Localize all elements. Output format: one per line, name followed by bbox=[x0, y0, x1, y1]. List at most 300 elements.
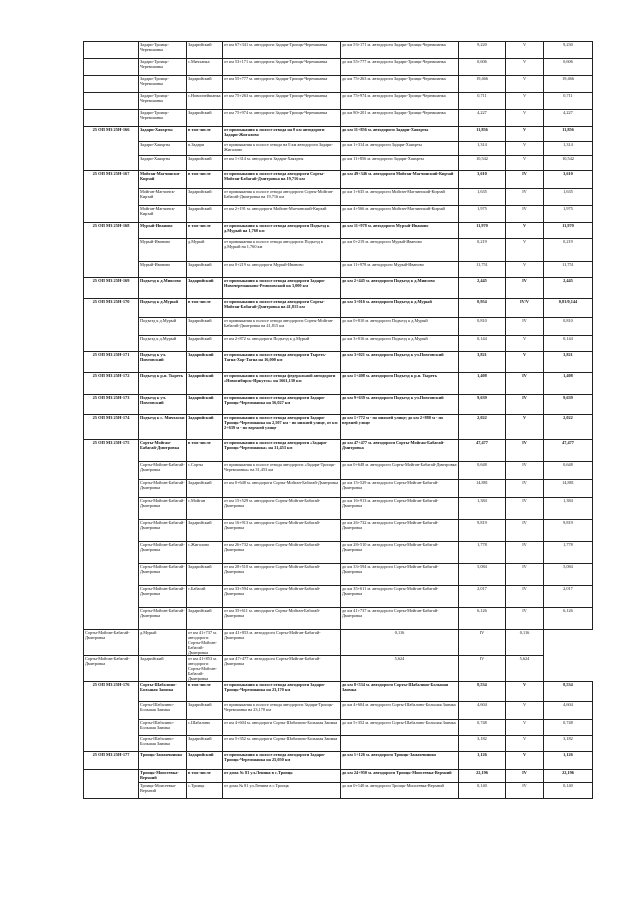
segment-end: до км 0+219 м. автодороги Мурый-Иваново bbox=[341, 239, 459, 262]
road-location: Задарийский bbox=[187, 702, 223, 720]
segment-end: до км 26+732 м. автодороги Сорты-Мойган-Бабагай-Дмитровка bbox=[341, 520, 459, 542]
road-name: Сорты-Мойган-Бабагай-Дмитровка bbox=[139, 480, 187, 498]
table-row bbox=[84, 656, 593, 682]
road-name: Задари-Троицк-Черемшанка bbox=[139, 110, 187, 127]
segment-start: от примыкания к полосе отвода автодороги Задари-Троицк-Черемшанка на 23,170 км bbox=[223, 682, 341, 702]
segment-start: от км 28+510 м. автодороги Сорты-Мойган-Бабагай-Дмитровка bbox=[223, 564, 341, 586]
table-row bbox=[84, 542, 593, 564]
road-name: Подъезд к д.Миясово bbox=[139, 278, 187, 299]
road-location: Задарийский bbox=[187, 752, 223, 770]
segment-end: до км 3+021 м. автодороги Подъезд к уч.Пихтовский bbox=[341, 352, 459, 373]
segment-length: 1,635 bbox=[459, 189, 506, 206]
segment-length: 3,821 bbox=[459, 352, 506, 373]
segment-start: от км 35+611 м. автодороги Сорты-Мойган-Бабагай-Дмитровка bbox=[223, 608, 341, 630]
road-category: IV bbox=[506, 520, 544, 542]
table-row bbox=[84, 415, 593, 440]
segment-end: до км 0+648 м. автодороги Сорты-Мойган-Бабагай-Дмитровка bbox=[341, 462, 459, 480]
table-row bbox=[84, 462, 593, 480]
road-category: V bbox=[506, 262, 544, 278]
total-length: 0,116 bbox=[506, 630, 544, 656]
total-length: 6,126 bbox=[544, 608, 593, 630]
segment-start: от примыкания к полосе отвода автодороги Сорты-Мойган-Бабагай-Дмитровка на 19,716 км bbox=[223, 171, 341, 189]
road-location: Задарийский bbox=[187, 608, 223, 630]
table-row bbox=[84, 440, 593, 462]
road-name: Подъезд к д.Мурый bbox=[139, 299, 187, 318]
road-category: IV bbox=[506, 206, 544, 223]
total-length: 0,219 bbox=[544, 239, 593, 262]
segment-length: 0,748 bbox=[459, 720, 506, 736]
total-length: 0,810 bbox=[544, 318, 593, 336]
segment-end: до км 16+913 м. автодороги Сорты-Мойган-Бабагай-Дмитровка bbox=[341, 498, 459, 520]
document-page bbox=[83, 41, 592, 799]
road-category: V bbox=[506, 59, 544, 76]
table-row bbox=[84, 299, 593, 318]
table-row bbox=[84, 586, 593, 608]
road-location: в том числе bbox=[187, 299, 223, 318]
road-name: Подъезд к с. Мичхаски bbox=[139, 415, 187, 440]
road-name: Подъезд к уч. Пихтовский bbox=[139, 352, 187, 373]
segment-length: 9,819 bbox=[459, 520, 506, 542]
segment-end: до км 9+639 м. автодороги Подъезд к уч.Пихтовский bbox=[341, 395, 459, 415]
road-category: V bbox=[506, 736, 544, 752]
road-name: Сорты-Мойган-Бабагай-Дмитровка bbox=[139, 586, 187, 608]
segment-end: до км 4+566 м. автодороги Мойган-Магчинский-Кирзай bbox=[341, 206, 459, 223]
segment-length: 9,220 bbox=[459, 42, 506, 59]
segment-length: 0,144 bbox=[459, 336, 506, 352]
segment-length: 6,126 bbox=[459, 608, 506, 630]
segment-start: от примыкания к полосе отвода автодороги Задари-Новочерепанково-Ремизовский на 3,000 км bbox=[223, 278, 341, 299]
total-length: 3,182 bbox=[544, 736, 593, 752]
road-id-number: 25 ОП МЗ 25Н-175 bbox=[84, 440, 139, 630]
road-location: в том числе bbox=[187, 223, 223, 239]
segment-length: 0,648 bbox=[459, 462, 506, 480]
segment-length: 0,606 bbox=[459, 59, 506, 76]
segment-end: до км 33+594 м. автодороги Сорты-Мойган-Бабагай-Дмитровка bbox=[341, 564, 459, 586]
segment-length: 0,116 bbox=[341, 630, 459, 656]
segment-end: до км 35+611 м. автодороги Сорты-Мойган-Бабагай-Дмитровка bbox=[341, 586, 459, 608]
segment-length: 4,604 bbox=[459, 702, 506, 720]
road-category: V bbox=[506, 415, 544, 440]
road-name: Подъезд к д.Мурый bbox=[139, 318, 187, 336]
table-row bbox=[84, 76, 593, 93]
road-location: с.Шабалино bbox=[187, 720, 223, 736]
road-name: Сорты-Шабалино-Большая Заимка bbox=[139, 736, 187, 752]
road-name: Подъезд к д.Мурый bbox=[139, 336, 187, 352]
road-id-number: 25 ОП МЗ 25Н-171 bbox=[84, 352, 139, 373]
segment-start: от примыкания к полосе отвода автодороги Подъезд к д.Мурый на 1,760 км bbox=[223, 239, 341, 262]
road-location: с.Жигалово bbox=[187, 542, 223, 564]
road-category: IV bbox=[506, 770, 544, 783]
segment-start: от км 53+171 м. автодороги Задари-Троицк-Черемшанка bbox=[223, 59, 341, 76]
road-name: Мойган-Магчински-Кирзай bbox=[139, 171, 187, 189]
segment-length: 11,970 bbox=[459, 223, 506, 239]
road-name: Сорты-Мойган-Бабагай-Дмитровка bbox=[84, 656, 139, 682]
segment-start: от км 26+732 м. автодороги Сорты-Мойган-Бабагай-Дмитровка bbox=[223, 542, 341, 564]
total-length: 1,778 bbox=[544, 542, 593, 564]
segment-start: от примыкания к полосе отвода на 0 км автодороги Задари-Жигалово bbox=[223, 127, 341, 142]
table-row bbox=[84, 206, 593, 223]
segment-end: до км 11+978 м. автодороги Мурый-Иваново bbox=[341, 223, 459, 239]
road-id-number: 25 ОП МЗ 25Н-172 bbox=[84, 373, 139, 395]
road-id-number bbox=[84, 42, 139, 59]
road-name: Сорты-Шабалино-Большая Заимка bbox=[139, 720, 187, 736]
road-name: Задари-Хаяхрты bbox=[139, 127, 187, 142]
road-name: Сорты-Мойган-Бабагай-Дмитровка bbox=[139, 542, 187, 564]
segment-length: 2,022 bbox=[459, 415, 506, 440]
table-row bbox=[84, 752, 593, 770]
road-name: Сорты-Мойган-Бабагай-Дмитровка bbox=[84, 630, 139, 656]
road-name: Задари-Хаяхрты bbox=[139, 156, 187, 171]
road-id-number: 25 ОП МЗ 25Н-166 bbox=[84, 127, 139, 171]
road-category: IV bbox=[506, 542, 544, 564]
road-id-number bbox=[84, 110, 139, 127]
segment-length: 3,182 bbox=[459, 736, 506, 752]
road-category: V bbox=[506, 93, 544, 110]
table-row bbox=[84, 336, 593, 352]
segment-length: 10,542 bbox=[459, 156, 506, 171]
total-length: 5,084 bbox=[544, 564, 593, 586]
segment-end: до км 0+140 м. автодороги Троицк-Моисеевка-Верхний bbox=[341, 783, 459, 799]
table-row bbox=[84, 142, 593, 156]
road-id-number: 25 ОП МЗ 25Н-167 bbox=[84, 171, 139, 223]
road-name: Мурый-Иваново bbox=[139, 223, 187, 239]
segment-end: до км 5+352 м. автодороги Сорты-Шабалино-Большая Заимка bbox=[341, 720, 459, 736]
table-row bbox=[84, 783, 593, 799]
road-category: V bbox=[506, 76, 544, 93]
road-category: IV bbox=[506, 171, 544, 189]
road-name: Задари-Троицк-Черемшанка bbox=[139, 59, 187, 76]
table-row bbox=[84, 171, 593, 189]
table-row bbox=[84, 42, 593, 59]
total-length: 1,975 bbox=[544, 206, 593, 223]
road-name: Мурый-Иваново bbox=[139, 262, 187, 278]
segment-start: от км 15+529 м. автодороги Сорты-Мойган-Бабагай-Дмитровка bbox=[223, 498, 341, 520]
road-category: V bbox=[506, 127, 544, 142]
segment-start: от км 2+191 м. автодороги Мойган-Магчинский-Кирзай bbox=[223, 206, 341, 223]
segment-length: 5,084 bbox=[459, 564, 506, 586]
total-length: 9,819 bbox=[544, 520, 593, 542]
segment-end: до км 75+974 м. автодороги Задари-Троицк-Черемшанка bbox=[341, 93, 459, 110]
road-id-number: 25 ОП МЗ 25Н-176 bbox=[84, 682, 139, 752]
table-row bbox=[84, 702, 593, 720]
road-location: с.Сорты bbox=[187, 462, 223, 480]
segment-length: 2,445 bbox=[459, 278, 506, 299]
segment-start: от примыкания к полосе отвода автодороги Сорты-Мойган-Бабагай-Дмитровка на 19,716 км bbox=[223, 189, 341, 206]
segment-start: от км 41+853 м. автодороги Сорты-Мойган-Бабагай-Дмитровка bbox=[187, 656, 223, 682]
road-name: Мурый-Иваново bbox=[139, 239, 187, 262]
road-category: V bbox=[506, 142, 544, 156]
total-length: 4,227 bbox=[544, 110, 593, 127]
segment-length: 5,624 bbox=[341, 656, 459, 682]
segment-start: от км 41+737 м. автодороги Сорты-Мойган-Бабагай-Дмитровка bbox=[187, 630, 223, 656]
segment-start: от км 0+648 м. автодороги Сорты-Мойган-Бабагай-Дмитровка bbox=[223, 480, 341, 498]
segment-start: от примыкания к полосе отвода автодороги Сорты-Мойган-Бабагай-Дмитровка на 41,815 км bbox=[223, 318, 341, 336]
road-location: Задарийский bbox=[187, 520, 223, 542]
road-location: в том числе bbox=[187, 770, 223, 783]
total-length: 14,881 bbox=[544, 480, 593, 498]
segment-end: до км 28+510 м. автодороги Сорты-Мойган-Бабагай-Дмитровка bbox=[341, 542, 459, 564]
road-category: IV bbox=[506, 480, 544, 498]
road-category: V bbox=[506, 702, 544, 720]
road-location: с.Троицк bbox=[187, 783, 223, 799]
road-location: Задарийский bbox=[187, 189, 223, 206]
segment-length: 8,534 bbox=[459, 682, 506, 702]
total-length: 8,534 bbox=[544, 682, 593, 702]
segment-start: от км 75+974 м. автодороги Задари-Троицк-Черемшанка bbox=[223, 110, 341, 127]
road-id-number: 25 ОП МЗ 25Н-170 bbox=[84, 299, 139, 352]
road-location: Задарийский bbox=[187, 278, 223, 299]
road-name: Задари-Троицк-Черемшанка bbox=[139, 76, 187, 93]
segment-end: до км 1+635 м. автодороги Мойган-Магчинский-Кирзай bbox=[341, 189, 459, 206]
total-length: 0,144 bbox=[544, 336, 593, 352]
segment-length: 4,227 bbox=[459, 110, 506, 127]
road-location: п.Задари bbox=[187, 142, 223, 156]
segment-length: 1,975 bbox=[459, 206, 506, 223]
segment-start: от примыкания к полосе отвода автодороги Тыреть-Тагна-Хор-Тагна на 16,000 км bbox=[223, 352, 341, 373]
road-category: V bbox=[506, 239, 544, 262]
road-name: Сорты-Мойган-Бабагай-Дмитровка bbox=[139, 462, 187, 480]
table-row bbox=[84, 318, 593, 336]
segment-start: от примыкания к полосе отвода автодороги Подъезд к д.Мурый на 1,760 км bbox=[223, 223, 341, 239]
road-location: Задарийский bbox=[187, 110, 223, 127]
table-row bbox=[84, 395, 593, 415]
segment-end: до км 53+171 м. автодороги Задари-Троицк-Черемшанка bbox=[341, 42, 459, 59]
road-name: Сорты-Мойган-Бабагай-Дмитровка bbox=[139, 498, 187, 520]
segment-start: от дома № 81 ул.Ленина в с.Троицк bbox=[223, 783, 341, 799]
segment-length: 0,711 bbox=[459, 93, 506, 110]
road-location: с.Бабагай bbox=[187, 586, 223, 608]
segment-start: от км 55+777 м. автодороги Задари-Троицк-Черемшанка bbox=[223, 76, 341, 93]
road-location: в том числе bbox=[187, 440, 223, 462]
road-name: Сорты-Мойган-Бабагай-Дмитровка bbox=[139, 564, 187, 586]
road-category: IV bbox=[506, 395, 544, 415]
table-row bbox=[84, 720, 593, 736]
road-category: IV bbox=[506, 608, 544, 630]
segment-end: до км 24+950 м. автодороги Троицк-Моисеевка-Верхний bbox=[341, 770, 459, 783]
road-name: Сорты-Мойган-Бабагай-Дмитровка bbox=[139, 608, 187, 630]
road-id-number: 25 ОП МЗ 25Н-168 bbox=[84, 223, 139, 278]
road-location: с.Мичхаика bbox=[187, 59, 223, 76]
segment-length: 11,856 bbox=[459, 127, 506, 142]
segment-length: 0,954 bbox=[459, 299, 506, 318]
segment-start: от примыкания к полосе отвода автодороги Задари-Троицк-Черемшанка на 2,507 км - по нижней улице, от км 2+639 м - по верхней улице bbox=[223, 415, 341, 440]
segment-end: до км 4+604 м. автодороги Сорты-Шабалино-Большая Заимка bbox=[341, 702, 459, 720]
segment-length: 1,384 bbox=[459, 498, 506, 520]
table-row bbox=[84, 564, 593, 586]
segment-length: 0,810 bbox=[459, 318, 506, 336]
road-name: Троицк-Моисеевка-Верхний bbox=[139, 783, 187, 799]
segment-start: от км 4+604 м. автодороги Сорты-Шабалино-Большая Заимка bbox=[223, 720, 341, 736]
total-length: 5,624 bbox=[506, 656, 544, 682]
total-length: 11,856 bbox=[544, 127, 593, 142]
road-name: Сорты-Шабалино-Большая Заимка bbox=[139, 682, 187, 702]
segment-length: 9,639 bbox=[459, 395, 506, 415]
road-location: в том числе bbox=[187, 682, 223, 702]
road-name: Подъезд к уч. Пихтовский bbox=[139, 395, 187, 415]
road-category: IV bbox=[506, 189, 544, 206]
total-length: 3,610 bbox=[544, 171, 593, 189]
segment-end: до км 3+016 м. автодороги Подъезд к д.Мурый bbox=[341, 336, 459, 352]
segment-length: 47,477 bbox=[459, 440, 506, 462]
total-length: 1,384 bbox=[544, 498, 593, 520]
road-category: IV bbox=[459, 630, 506, 656]
segment-length: 1,126 bbox=[459, 752, 506, 770]
road-category: V bbox=[506, 682, 544, 702]
road-category: IV bbox=[506, 586, 544, 608]
segment-start: от примыкания к полосе отвода на 0 км автодороги Задари-Жигалово bbox=[223, 142, 341, 156]
segment-length: 19,466 bbox=[459, 76, 506, 93]
road-category: IV bbox=[506, 373, 544, 395]
total-length: 22,196 bbox=[544, 770, 593, 783]
segment-end: до км 41+737 м. автодороги Сорты-Мойган-Бабагай-Дмитровка bbox=[341, 608, 459, 630]
road-name: Мойган-Магчинск-Кирзай bbox=[139, 206, 187, 223]
segment-end: до км 11+856 м. автодороги Задари-Хаяхрты bbox=[341, 156, 459, 171]
total-length: 11,751 bbox=[544, 262, 593, 278]
segment-end: до км 11+856 м. автодороги Задари-Хаяхрты bbox=[341, 127, 459, 142]
road-location: Задарийский bbox=[187, 373, 223, 395]
segment-length: 3,610 bbox=[459, 171, 506, 189]
table-row bbox=[84, 262, 593, 278]
segment-length: 14,881 bbox=[459, 480, 506, 498]
table-row bbox=[84, 239, 593, 262]
segment-end: до км 0+810 м. автодороги Подъезд к д.Мурый bbox=[341, 318, 459, 336]
road-location: с.Новоичейшанка bbox=[187, 93, 223, 110]
road-register-table bbox=[83, 41, 593, 799]
segment-end: до км 47+477 м. автодороги Сорты-Мойган-Бабагай-Дмитровка bbox=[223, 656, 341, 682]
road-location: Задарийский bbox=[187, 156, 223, 171]
segment-start: от км 33+594 м. автодороги Сорты-Мойган-Бабагай-Дмитровка bbox=[223, 586, 341, 608]
segment-end: до км 1+408 м. автодороги Подъезд к р.п. Тыреть bbox=[341, 373, 459, 395]
segment-start: от примыкания к полосе отвода автодороги Сорты-Мойган-Бабагай-Дмитровка на 41,815 км bbox=[223, 299, 341, 318]
table-row bbox=[84, 498, 593, 520]
total-length: 1,635 bbox=[544, 189, 593, 206]
segment-end: до км 55+777 м. автодороги Задари-Троицк-Черемшанка bbox=[341, 59, 459, 76]
road-location: Задарийский bbox=[187, 42, 223, 59]
segment-start: от км 67+341 м. автодороги Задари-Троицк-Черемшанка bbox=[223, 42, 341, 59]
road-category: IV bbox=[506, 278, 544, 299]
segment-length: 22,196 bbox=[459, 770, 506, 783]
road-id-number: 25 ОП МЗ 25Н-174 bbox=[84, 415, 139, 440]
total-length: 9,230 bbox=[544, 42, 593, 59]
table-row bbox=[84, 189, 593, 206]
total-length: 10,542 bbox=[544, 156, 593, 171]
total-length: 3,821 bbox=[544, 352, 593, 373]
segment-length: 1,408 bbox=[459, 373, 506, 395]
segment-length: 11,751 bbox=[459, 262, 506, 278]
segment-end bbox=[341, 736, 459, 752]
segment-length: 1,314 bbox=[459, 142, 506, 156]
segment-end: до км 8+534 м. автодороги Сорты-Шабалино-Большая Заимка bbox=[341, 682, 459, 702]
road-location: Задарийский bbox=[187, 564, 223, 586]
segment-start: от дома № 81 ул.Ленина в с.Троицк bbox=[223, 770, 341, 783]
total-length: 1,126 bbox=[544, 752, 593, 770]
table-row bbox=[84, 770, 593, 783]
road-location: Задарийский bbox=[187, 262, 223, 278]
road-id-number bbox=[84, 59, 139, 76]
road-category: V bbox=[506, 720, 544, 736]
road-location: в том числе bbox=[187, 127, 223, 142]
segment-end: до км 3+016 м. автодороги Подъезд к д.Мурый bbox=[341, 299, 459, 318]
segment-start: от примыкания к полосе отвода автодороги Задари-Троицк-Черемшанка на 25,050 км bbox=[223, 752, 341, 770]
table-row bbox=[84, 682, 593, 702]
road-category: IV bbox=[506, 564, 544, 586]
table-row bbox=[84, 93, 593, 110]
table-row bbox=[84, 223, 593, 239]
table-row bbox=[84, 480, 593, 498]
total-length: 2,445 bbox=[544, 278, 593, 299]
road-id-number: 25 ОП МЗ 25Н-173 bbox=[84, 395, 139, 415]
total-length: 0,81/0,144 bbox=[544, 299, 593, 318]
road-category: V bbox=[506, 110, 544, 127]
road-location: Задарийский bbox=[187, 395, 223, 415]
road-location: Задарийский bbox=[187, 76, 223, 93]
road-name: Сорты-Шабалино-Большая Заимка bbox=[139, 702, 187, 720]
segment-end: до км 47+477 м. автодороги Сорты-Мойган-Бабагай-Дмитровка bbox=[341, 440, 459, 462]
road-name: Задари-Хаяхрты bbox=[139, 142, 187, 156]
table-row bbox=[84, 630, 593, 656]
segment-start: от примыкания к полосе отвода автодороги «Задари-Троицк-Черемшанка» на 31,453 км bbox=[223, 462, 341, 480]
segment-start: от км 5+352 м. автодороги Сорты-Шабалино-Большая Заимка bbox=[223, 736, 341, 752]
total-length: 9,639 bbox=[544, 395, 593, 415]
segment-end: до км 41+853 м. автодороги Сорты-Мойган-Бабагай-Дмитровка bbox=[223, 630, 341, 656]
table-row bbox=[84, 520, 593, 542]
road-location: Задарийский bbox=[187, 336, 223, 352]
road-category: IV bbox=[506, 440, 544, 462]
total-length: 1,314 bbox=[544, 142, 593, 156]
segment-length: 1,778 bbox=[459, 542, 506, 564]
segment-length: 0,219 bbox=[459, 239, 506, 262]
segment-end: до км 11+978 м. автодороги Мурый-Иваново bbox=[341, 262, 459, 278]
segment-start: от км 2+872 м. автодороги Подъезд к д.Мурый bbox=[223, 336, 341, 352]
road-name: Подъезд к р.п. Тыреть bbox=[139, 373, 187, 395]
road-category: IV bbox=[506, 498, 544, 520]
segment-length: 0,140 bbox=[459, 783, 506, 799]
table-row bbox=[84, 736, 593, 752]
table-row bbox=[84, 373, 593, 395]
table-row bbox=[84, 278, 593, 299]
segment-end: до км 1+126 м. автодороги Троицк-Замаячнинко bbox=[341, 752, 459, 770]
road-name: Троицк-Моисеевка-Верхний bbox=[139, 770, 187, 783]
total-length: 19,466 bbox=[544, 76, 593, 93]
road-category: IV bbox=[506, 462, 544, 480]
total-length: 2,022 bbox=[544, 415, 593, 440]
segment-end: до км 15+529 м. автодороги Сорты-Мойган-Бабагай-Дмитровка bbox=[341, 480, 459, 498]
total-length: 0,140 bbox=[544, 783, 593, 799]
segment-start: от примыкания к полосе отвода автодороги Задари-Троицк-Черемшанка на 23,170 км bbox=[223, 702, 341, 720]
road-category: V bbox=[506, 752, 544, 770]
road-location: Задарийский bbox=[139, 656, 187, 682]
total-length: 2,017 bbox=[544, 586, 593, 608]
total-length: 0,748 bbox=[544, 720, 593, 736]
road-location: в том числе bbox=[187, 171, 223, 189]
segment-start: от км 1+314 м. автодороги Задари-Хаяхрты bbox=[223, 156, 341, 171]
road-location: д.Мурый bbox=[139, 630, 187, 656]
road-location: с.Мойган bbox=[187, 498, 223, 520]
table-row bbox=[84, 352, 593, 373]
road-location: Задарийский bbox=[187, 318, 223, 336]
road-name: Сорты-Мойган-Бабагай-Дмитровка bbox=[139, 440, 187, 462]
table-row bbox=[84, 156, 593, 171]
road-location: Задарийский bbox=[187, 352, 223, 373]
road-category: V bbox=[506, 42, 544, 59]
road-id-number: 25 ОП МЗ 25Н-177 bbox=[84, 752, 139, 770]
road-location: Задарийский bbox=[187, 480, 223, 498]
segment-length: 2,017 bbox=[459, 586, 506, 608]
road-category: IV bbox=[506, 318, 544, 336]
road-category: V bbox=[506, 156, 544, 171]
segment-end: до км 1+314 м. автодороги Задари-Хаяхрты bbox=[341, 142, 459, 156]
road-name: Задари-Троицк-Черемшанка bbox=[139, 42, 187, 59]
